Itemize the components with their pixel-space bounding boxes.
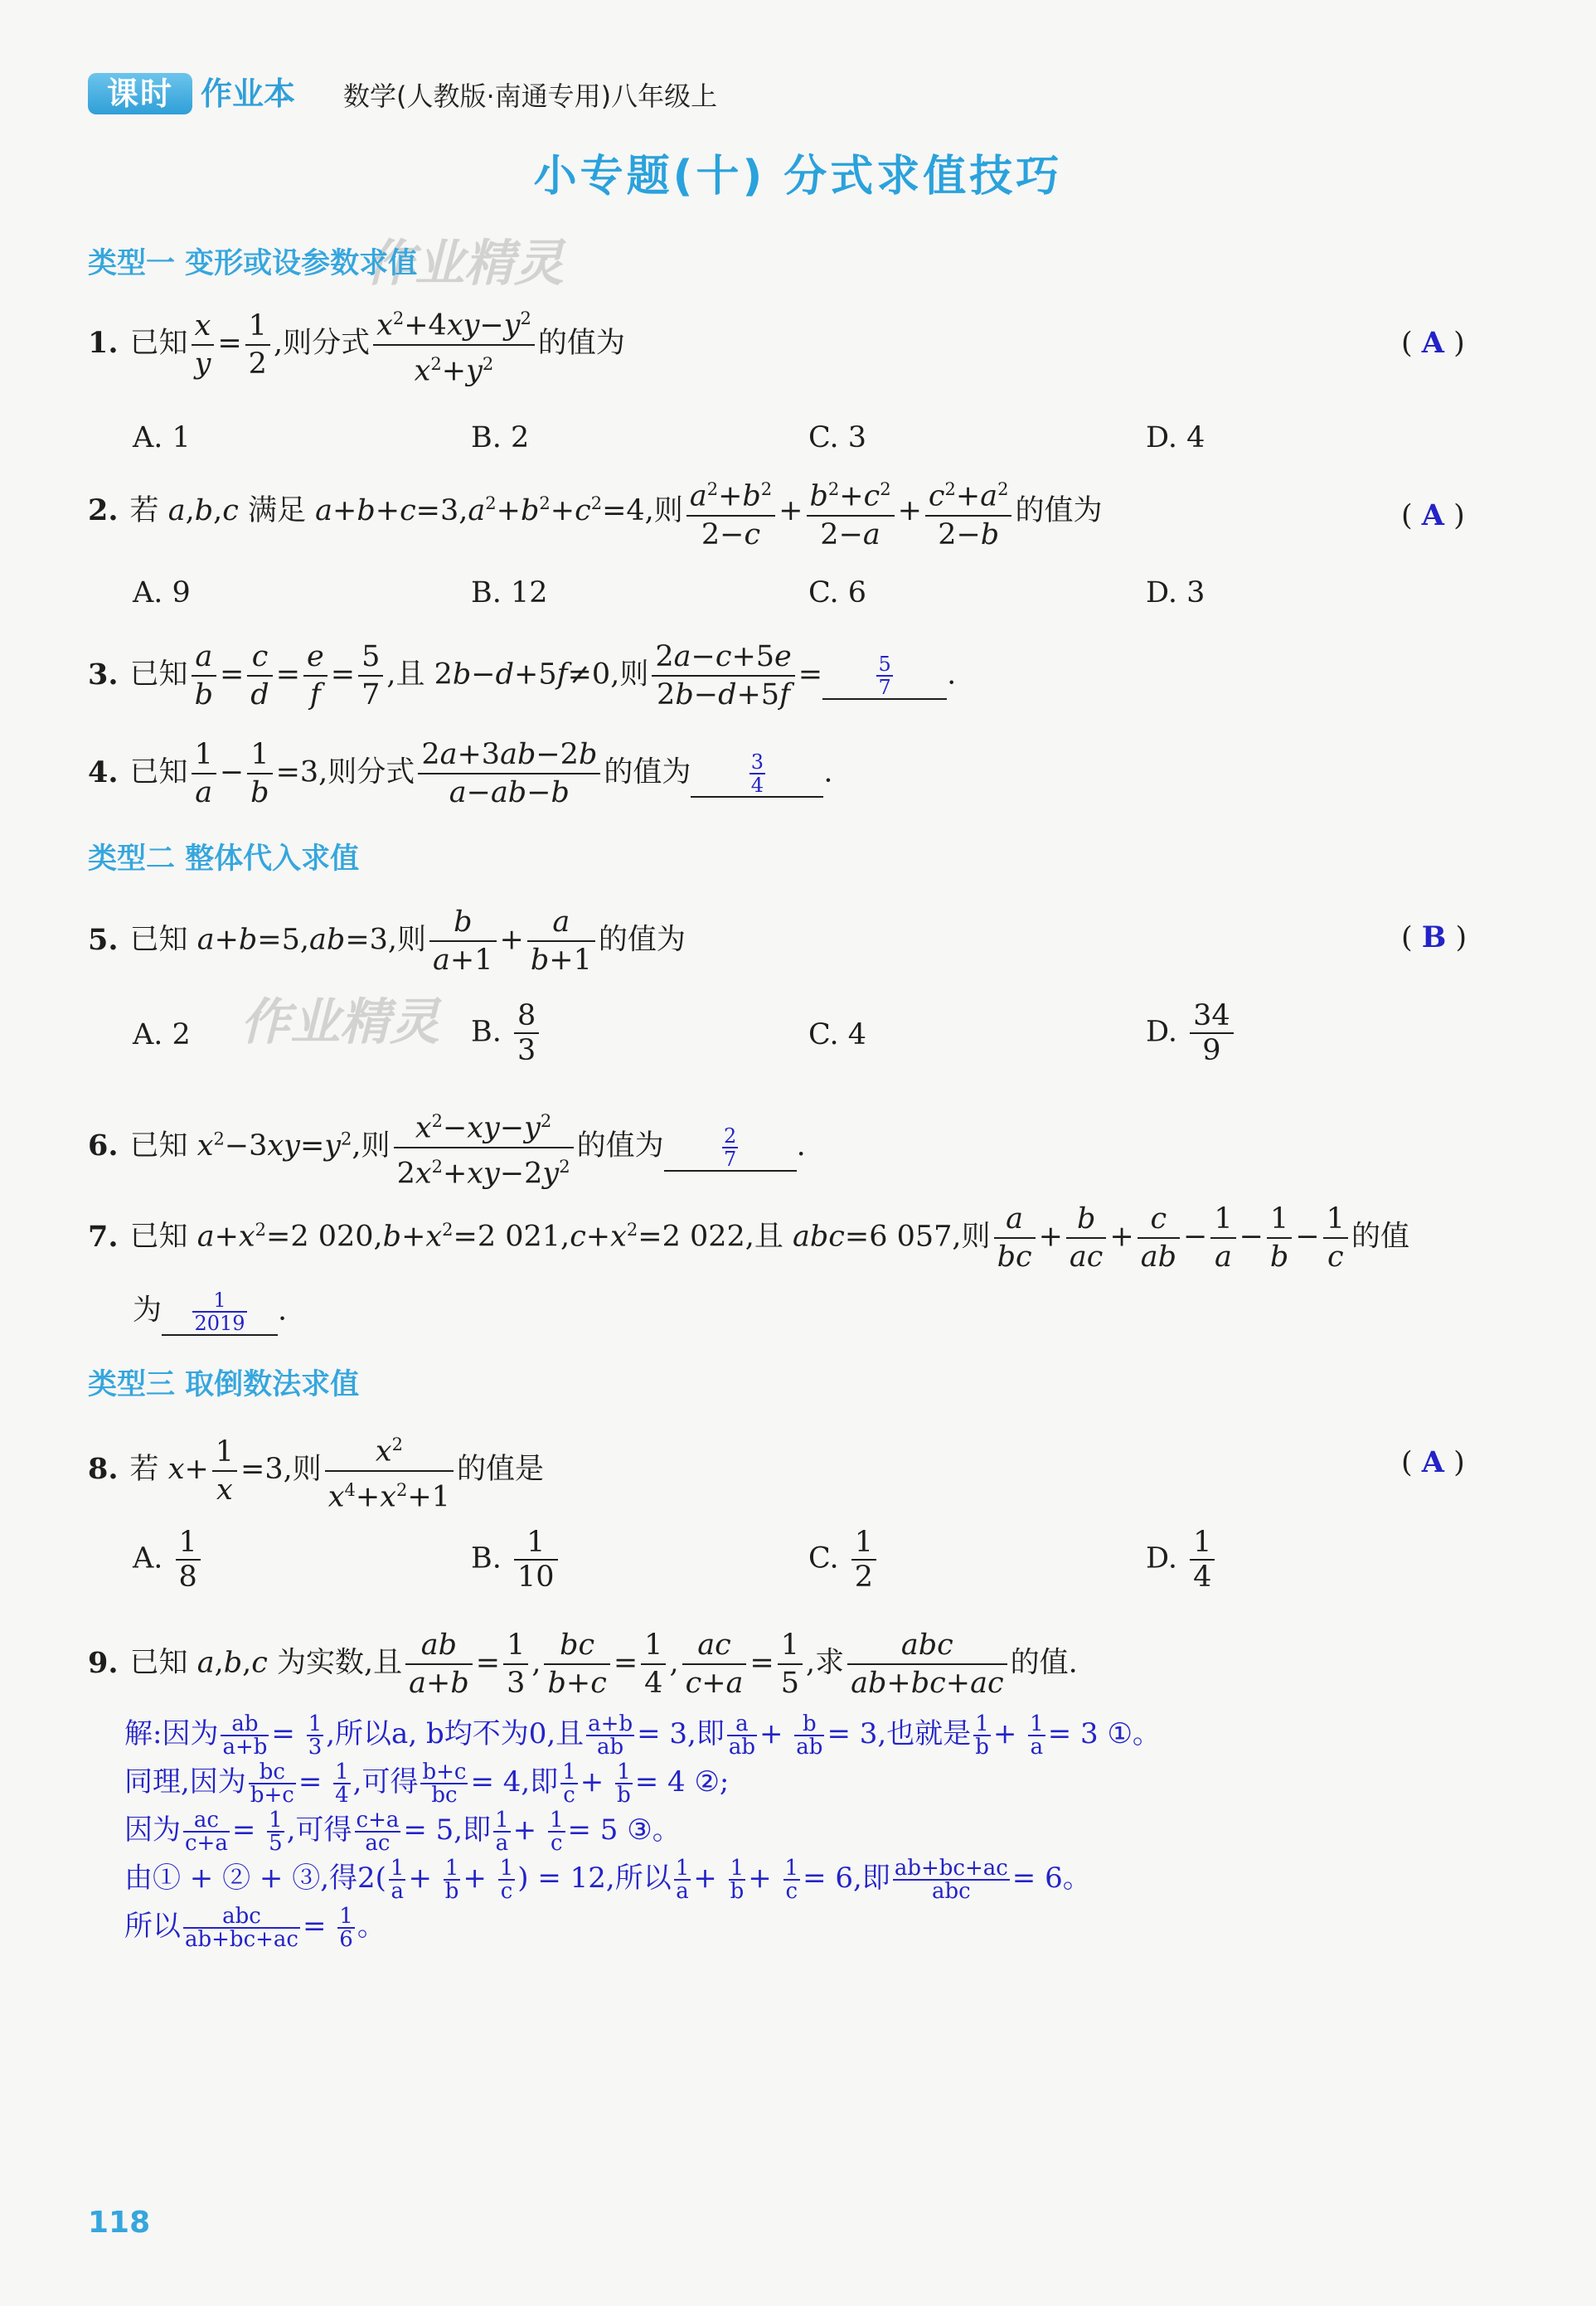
- option: C. 4: [808, 1018, 867, 1051]
- question-1: 1. 已知 $\frac{x}{y}$ = $\frac{1}{2}$ ,则分式 $\frac{x^2+4xy-y^2}{x^2+y^2}$ 的值为: [88, 300, 625, 389]
- page-number: 118: [88, 2206, 151, 2240]
- answer-bracket-5: ( B ): [1401, 920, 1467, 954]
- section-heading: 类型三 取倒数法求值: [88, 1368, 360, 1401]
- solution-line: 同理,因为 $\frac{bc}{b+c}$ = $\frac{1}{4}$ ,可得 $\frac{b+c}{bc}$ = 4,即 $\frac{1}{c}$ + $\frac{1}{b}$ = 4 ②;: [124, 1760, 730, 1808]
- option: B. 2: [471, 421, 530, 454]
- answer-bracket-8: ( A ): [1401, 1445, 1465, 1479]
- option: D. $\frac{34}{9}$: [1146, 999, 1237, 1067]
- option: A. 2: [133, 1018, 191, 1051]
- option: C. $\frac{1}{2}$: [808, 1526, 880, 1594]
- question-8: 8. 若 x+ $\frac{1}{x}$ =3,则 $\frac{x^2}{x^4+x^2+1}$ 的值是: [88, 1426, 544, 1515]
- option: C. 3: [808, 421, 867, 454]
- section-heading: 类型二 整体代入求值: [88, 842, 360, 876]
- section-heading: 类型一 变形或设参数求值: [88, 247, 418, 280]
- option: B. 12: [471, 576, 548, 609]
- solution-line: 所以 abc ab+bc+ac = $\frac{1}{6}$ 。: [124, 1904, 386, 1952]
- option: B. $\frac{8}{3}$: [471, 999, 542, 1067]
- watermark: 作业精灵: [365, 235, 564, 293]
- question-7: 7. 已知 $a+x^2=2$ $020,b+x^2=2$ $021,c+x^2=2$ 022,且 abc=6 057,则 $\frac{a}{bc}$ + $\frac{b}{ac}$ + $\frac{c}{ab}$ − $\frac{1}{a}$ − $\frac{1}{b}$ − $\frac{1}{c}$ 的值: [88, 1202, 1409, 1274]
- question-6: 6. 已知 $x^2-3xy=y^2$,则 $\frac{x^2-xy-y^2}{2x^2+xy-2y^2}$ 的值为 $\frac{2}{7}$ .: [88, 1103, 806, 1192]
- page-title: 小专题(十) 分式求值技巧: [533, 152, 1063, 201]
- answer-bracket-2: ( A ): [1401, 498, 1465, 532]
- question-2: 2. 若 a,b,c 满足 $a+b+c=3,a^2+b^2+c^2=4$,则 $\frac{a^2+b^2}{2-c}$ + $\frac{b^2+c^2}{2-a}$ + $\frac{c^2+a^2}{2-b}$ 的值为: [88, 471, 1103, 553]
- solution-line: 由① + ② + ③,得2( $\frac{1}{a}$ + $\frac{1}{b}$ + $\frac{1}{c}$ ) = 12,所以 $\frac{1}{a}$ + $\frac{1}{b}$ + $\frac{1}{c}$ = 6,即 ab+bc+ac abc = 6。: [124, 1856, 1091, 1904]
- option: D. $\frac{1}{4}$: [1146, 1526, 1218, 1594]
- question-3: 3. 已知 $\frac{a}{b}$ = $\frac{c}{d}$ = $\frac{e}{f}$ = $\frac{5}{7}$ ,且 2b−d+5f≠0,则 $\frac{2a-c+5e}{2b-d+5f}$ = $\frac{5}{7}$ .: [88, 640, 957, 711]
- option: A. $\frac{1}{8}$: [133, 1526, 204, 1594]
- option: B. $\frac{1}{10}$: [471, 1526, 561, 1594]
- option: D. 3: [1146, 576, 1205, 609]
- question-5: 5. 已知 a+b=5,ab=3,则 $\frac{b}{a+1}$ + $\frac{a}{b+1}$ 的值为: [88, 905, 686, 977]
- option: A. 9: [133, 576, 191, 609]
- logo: 课时: [88, 73, 192, 114]
- question-7-cont: 为 $\frac{1}{2019}$ .: [133, 1289, 288, 1335]
- option: D. 4: [1146, 421, 1205, 454]
- answer-bracket-1: ( A ): [1401, 326, 1465, 360]
- book-subtitle: 数学(人教版·南通专用)八年级上: [343, 80, 718, 112]
- logo-suffix: 作业本: [201, 75, 296, 112]
- watermark: 作业精灵: [240, 993, 439, 1051]
- solution-line: 解:因为 $\frac{ab}{a+b}$ = $\frac{1}{3}$ ,所以a, b均不为0,且 $\frac{a+b}{ab}$ = 3,即 $\frac{a}{ab}$ + $\frac{b}{ab}$ = 3,也就是 $\frac{1}{b}$ + $\frac{1}{a}$ = 3 ①。: [124, 1711, 1161, 1760]
- solution-line: 因为 $\frac{ac}{c+a}$ = $\frac{1}{5}$ ,可得 $\frac{c+a}{ac}$ = 5,即 $\frac{1}{a}$ + $\frac{1}{c}$ = 5 ③。: [124, 1808, 681, 1856]
- question-9: 9. 已知 a,b,c 为实数,且 $\frac{ab}{a+b}$ = $\frac{1}{3}$ , $\frac{bc}{b+c}$ = $\frac{1}{4}$ , $\frac{ac}{c+a}$ = $\frac{1}{5}$ ,求 $\frac{\text{abc}}{ab+bc+ac}$ 的值.: [88, 1629, 1078, 1700]
- question-4: 4. 已知 $\frac{1}{a}$ − $\frac{1}{b}$ =3,则分式 $\frac{2a+3ab-2b}{a-ab-b}$ 的值为 $\frac{3}{4}$ .: [88, 738, 833, 809]
- option: C. 6: [808, 576, 867, 609]
- option: A. 1: [133, 421, 191, 454]
